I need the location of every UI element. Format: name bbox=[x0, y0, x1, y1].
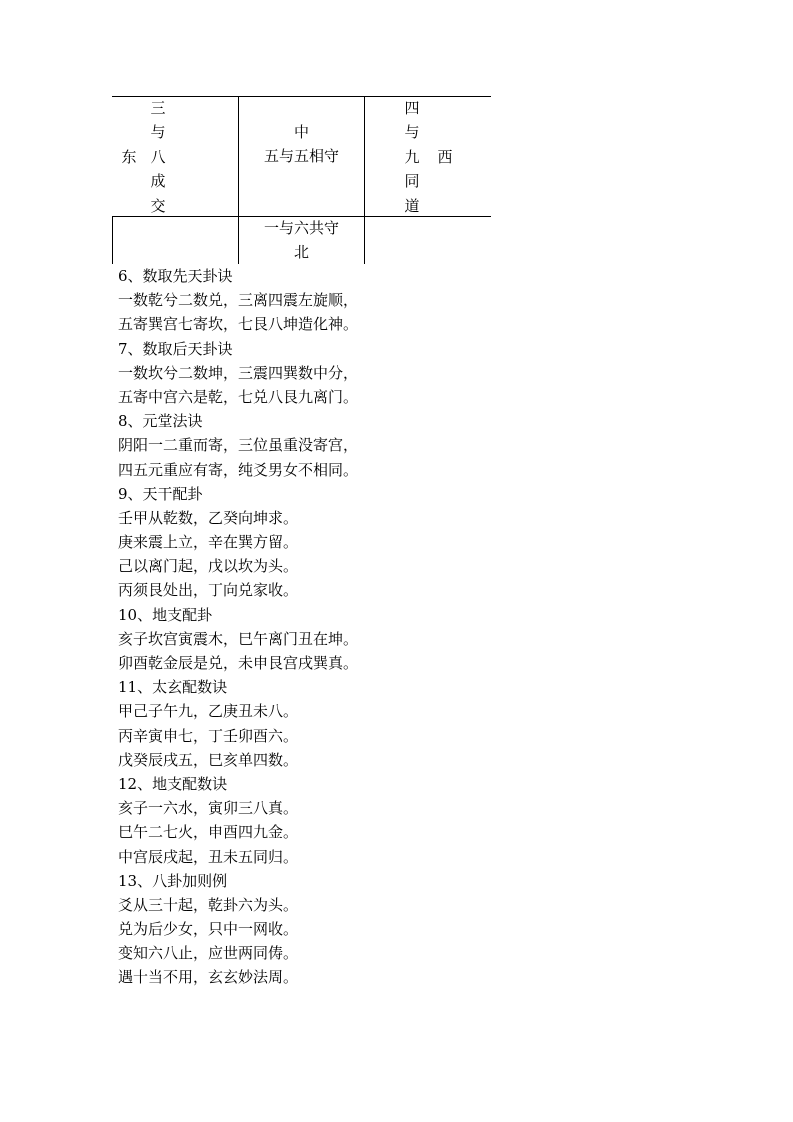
east-vertical-text bbox=[148, 96, 168, 218]
verse-line: 巳午二七火，申酉四九金。 bbox=[118, 823, 299, 842]
verse-line: 遇十当不用，玄玄妙法周。 bbox=[118, 968, 299, 987]
center-text: 五与五相守 bbox=[263, 147, 339, 165]
section-9 bbox=[118, 482, 758, 603]
verse-line: 庚来震上立，辛在巽方留。 bbox=[118, 533, 299, 552]
verse-line: 己以离门起，戊以坎为头。 bbox=[118, 557, 299, 576]
west-char: 四 bbox=[404, 99, 420, 117]
section-heading: 9、天干配卦 bbox=[118, 484, 203, 503]
east-cell bbox=[112, 96, 238, 216]
verse-line: 壬甲从乾数，乙癸向坤求。 bbox=[118, 508, 299, 527]
verse-line: 亥子坎宫寅震木，巳午离门丑在坤。 bbox=[118, 629, 359, 648]
west-char: 与 bbox=[404, 123, 420, 142]
verse-line: 一数坎兮二数坤，三震四巽数中分， bbox=[118, 363, 359, 382]
east-char: 三 bbox=[150, 99, 166, 117]
verse-line: 变知六八止，应世两同俦。 bbox=[118, 944, 299, 963]
table-left-border-row2 bbox=[112, 216, 113, 264]
section-heading: 7、数取后天卦诀 bbox=[118, 339, 233, 358]
section-8 bbox=[118, 409, 758, 482]
east-label: 东 bbox=[121, 148, 137, 166]
section-7 bbox=[118, 337, 758, 410]
north-cell bbox=[239, 216, 364, 264]
verse-line: 四五元重应有寄，纯爻男女不相同。 bbox=[118, 460, 359, 479]
section-10 bbox=[118, 603, 758, 676]
west-label: 西 bbox=[437, 148, 453, 166]
verse-line: 一数乾兮二数兑，三离四震左旋顺， bbox=[118, 291, 359, 310]
section-heading: 8、元堂法诀 bbox=[118, 412, 203, 431]
verse-line: 戊癸辰戌五，巳亥单四数。 bbox=[118, 750, 299, 769]
west-vertical-text bbox=[402, 96, 422, 218]
verse-line: 亥子一六水，寅卯三八真。 bbox=[118, 799, 299, 818]
section-12 bbox=[118, 772, 758, 869]
verse-line: 五寄巽宫七寄坎，七艮八坤造化神。 bbox=[118, 315, 359, 334]
verse-line: 丙须艮处出，丁向兑家收。 bbox=[118, 581, 299, 600]
east-char: 交 bbox=[150, 196, 166, 215]
west-char: 道 bbox=[404, 196, 420, 215]
center-cell bbox=[239, 96, 364, 216]
verse-line: 甲己子午九，乙庚丑未八。 bbox=[118, 702, 299, 721]
document-body bbox=[118, 264, 758, 990]
verse-line: 卯酉乾金辰是兑，未申艮宫戌巽真。 bbox=[118, 654, 359, 672]
section-heading: 13、八卦加则例 bbox=[118, 871, 228, 890]
section-heading: 12、地支配数诀 bbox=[118, 774, 228, 793]
verse-line: 五寄中宫六是乾，七兑八艮九离门。 bbox=[118, 387, 359, 406]
section-heading: 10、地支配卦 bbox=[118, 605, 213, 624]
east-char: 与 bbox=[150, 123, 166, 142]
section-6 bbox=[118, 264, 758, 337]
north-label: 北 bbox=[293, 243, 309, 261]
verse-line: 兑为后少女，只中一网收。 bbox=[118, 920, 299, 939]
section-heading: 6、数取先天卦诀 bbox=[118, 267, 233, 285]
verse-line: 爻从三十起，乾卦六为头。 bbox=[118, 895, 299, 914]
west-cell bbox=[365, 96, 491, 216]
verse-line: 阴阳一二重而寄，三位虽重没寄宫， bbox=[118, 436, 359, 455]
west-char: 同 bbox=[404, 172, 420, 191]
verse-line: 丙辛寅申七，丁壬卯酉六。 bbox=[118, 726, 299, 745]
east-char: 成 bbox=[150, 172, 166, 191]
center-title: 中 bbox=[293, 123, 309, 141]
east-char: 八 bbox=[150, 147, 166, 166]
section-heading: 11、太玄配数诀 bbox=[118, 678, 228, 697]
north-text: 一与六共守 bbox=[263, 219, 339, 237]
section-11 bbox=[118, 675, 758, 772]
section-13 bbox=[118, 869, 758, 990]
verse-line: 中宫辰戌起，丑未五同归。 bbox=[118, 847, 299, 866]
west-char: 九 bbox=[404, 147, 420, 166]
